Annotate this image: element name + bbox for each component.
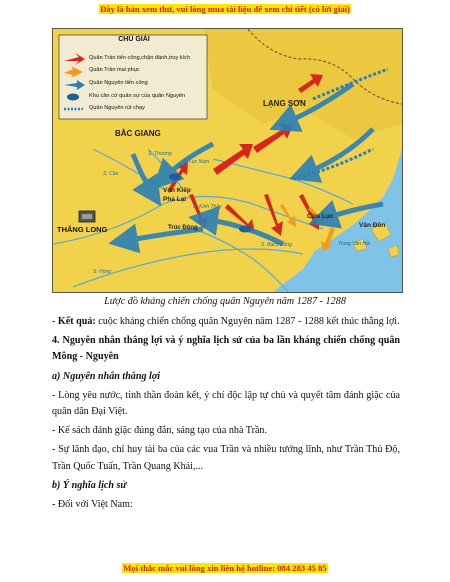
result-paragraph: - Kết quả: cuộc kháng chiến chống quân Nguyên năm 1287 - 1288 kết thúc thắng lợi. bbox=[52, 316, 400, 327]
map-caption: Lược đồ kháng chiến chống quân Nguyên năm 1287 - 1288 bbox=[104, 296, 346, 307]
label-lang-son: LẠNG SƠN bbox=[263, 99, 306, 108]
label-thang-long: THĂNG LONG bbox=[57, 225, 108, 234]
legend-item-nguyen-base: Khu căn cứ quân sự của quân Nguyên bbox=[89, 93, 186, 99]
label-truc-dong: Trúc Động bbox=[168, 225, 198, 231]
subheading-significance: b) Ý nghĩa lịch sử bbox=[52, 479, 127, 491]
hotline-banner bbox=[0, 563, 450, 573]
legend-item-nguyen-attack: Quân Nguyên tiến công bbox=[89, 80, 148, 86]
label-trung-van-hai: Trung Vân Hải bbox=[338, 241, 370, 247]
label-song-cau: S. Cầu bbox=[103, 171, 119, 177]
label-pha-lai: Phả Lại bbox=[163, 196, 187, 203]
hotline-banner-text: Mọi thắc mắc vui lòng xin liên hệ hotline: 084 283 45 85 bbox=[123, 563, 327, 573]
label-song-thuong: S. Thương bbox=[148, 151, 172, 157]
cause-item: - Kế sách đánh giặc đúng đắn, sáng tạo của nhà Trần. bbox=[52, 425, 267, 437]
result-text: cuộc kháng chiến chống quân Nguyên năm 1287 - 1288 kết thúc thắng lợi. bbox=[95, 316, 400, 327]
document-body bbox=[52, 314, 400, 513]
label-song-bach-dang: S. Bạch Đằng bbox=[261, 242, 292, 248]
label-cua-luc: Cửa Lục bbox=[307, 213, 334, 220]
legend-item-nguyen-retreat: Quân Nguyên rút chạy bbox=[89, 105, 145, 111]
result-label: Kết quả: bbox=[57, 316, 96, 327]
subheading-causes: a) Nguyên nhân thắng lợi bbox=[52, 370, 161, 382]
legend-item-tran-ambush: Quân Trần mai phục bbox=[89, 67, 140, 73]
label-van-kiep: Vạn Kiếp bbox=[163, 187, 191, 194]
legend-symbol-nguyen-base bbox=[67, 94, 79, 101]
label-song-luc-nam: S. Lục Nam bbox=[183, 159, 210, 165]
label-song-hong: S. Hồng bbox=[93, 269, 112, 275]
label-song-kinh-thay: S. Kinh Thầy bbox=[193, 204, 222, 210]
cause-item: - Sự lãnh đạo, chỉ huy tài ba của các vua Trần và nhiều tướng lĩnh, như Trần Thủ Độ, Trần Quốc Tuấn, Trần Quang Khải,... bbox=[52, 444, 400, 472]
preview-banner-text: Đây là bản xem thử, vui lòng mua tài liệu để xem chi tiết (có lời giải) bbox=[100, 4, 350, 14]
label-bac-giang: BẮC GIANG bbox=[115, 129, 161, 138]
label-van-don: Vân Đồn bbox=[359, 222, 386, 229]
map-legend bbox=[61, 35, 207, 111]
legend-item-tran-attack: Quân Trần tiến công,chặn đánh,truy kích bbox=[89, 55, 191, 61]
cause-item: - Lòng yêu nước, tinh thần đoàn kết, ý chí độc lập tự chủ và quyết tâm đánh giặc của quân dân Đại Việt. bbox=[52, 389, 400, 418]
historical-map bbox=[52, 28, 403, 293]
section-heading: 4. Nguyên nhân thắng lợi và ý nghĩa lịch sử của ba lần kháng chiến chống quân Mông - Nguyên bbox=[52, 335, 400, 363]
legend-title: CHÚ GIẢI bbox=[118, 36, 150, 43]
preview-banner bbox=[0, 4, 450, 14]
significance-item: - Đối với Việt Nam: bbox=[52, 499, 133, 511]
